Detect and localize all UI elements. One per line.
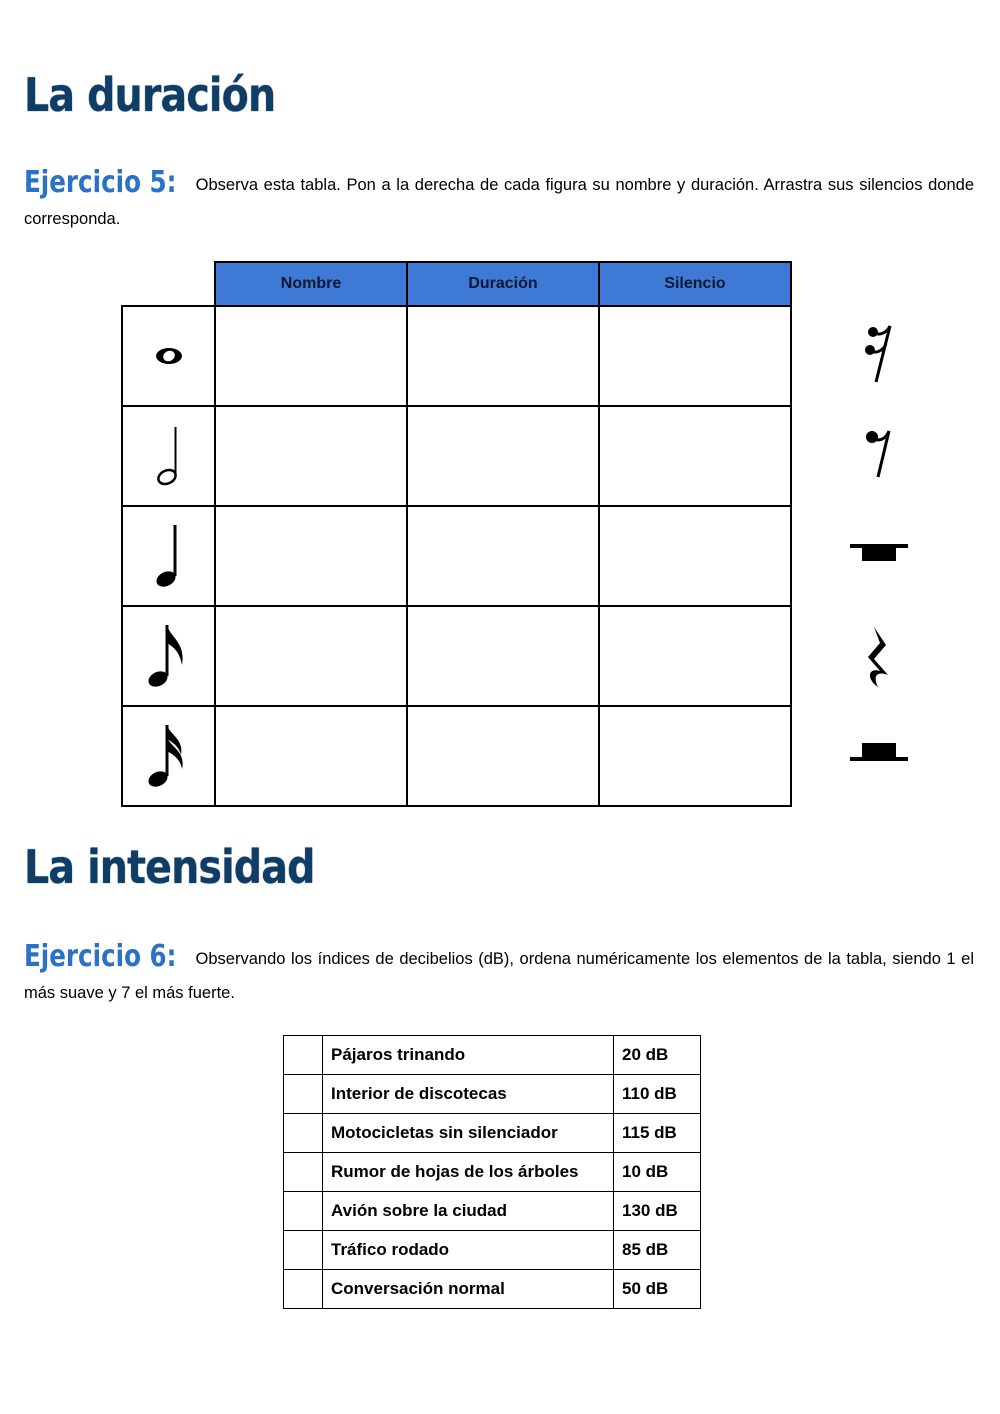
sound-name: Motocicletas sin silenciador [323,1114,614,1153]
order-input-cell[interactable] [284,1231,323,1270]
table-row [122,706,791,806]
decibel-value: 130 dB [614,1192,701,1231]
table-row [284,1036,701,1075]
sixteenth-rest-draggable[interactable] [840,310,920,390]
figure-cell [122,706,215,806]
exercise-5-label: Ejercicio 5: [24,165,177,200]
sound-name: Pájaros trinando [323,1036,614,1075]
duracion-answer-cell[interactable] [407,306,599,406]
decibel-value: 50 dB [614,1270,701,1309]
table-row [122,506,791,606]
order-input-cell[interactable] [284,1036,323,1075]
silencio-drop-cell[interactable] [599,606,791,706]
exercise-5-instructions [24,166,974,236]
decibel-value: 110 dB [614,1075,701,1114]
decibel-table [283,1035,701,1309]
decibel-value: 20 dB [614,1036,701,1075]
table-row [284,1153,701,1192]
quarter-rest-icon [840,615,920,695]
header-silencio: Silencio [599,262,791,306]
sixteenth-rest-icon [840,310,920,390]
table-row [284,1114,701,1153]
exercise-6-instructions [24,940,974,1010]
duracion-answer-cell[interactable] [407,406,599,506]
section-title-duracion: La duración [24,68,276,122]
eighth-rest-icon [840,413,920,493]
duration-table [121,261,792,807]
table-row [122,606,791,706]
silencio-drop-cell[interactable] [599,406,791,506]
quarter-rest-draggable[interactable] [840,615,920,695]
table-row [122,306,791,406]
silencio-drop-cell[interactable] [599,706,791,806]
eighth-rest-draggable[interactable] [840,413,920,493]
duracion-answer-cell[interactable] [407,506,599,606]
whole-rest-draggable[interactable] [840,715,920,795]
table-row [284,1231,701,1270]
header-nombre: Nombre [215,262,407,306]
nombre-answer-cell[interactable] [215,306,407,406]
section-title-intensidad: La intensidad [24,840,315,894]
sound-name: Interior de discotecas [323,1075,614,1114]
half-note-icon [149,421,189,491]
silencio-drop-cell[interactable] [599,306,791,406]
silencio-drop-cell[interactable] [599,506,791,606]
order-input-cell[interactable] [284,1153,323,1192]
table-row [284,1192,701,1231]
half-rest-draggable[interactable] [840,510,920,590]
whole-rest-icon [840,715,920,795]
whole-note-icon [149,336,189,376]
exercise-5-text: Observa esta tabla. Pon a la derecha de cada figura su nombre y duración. Arrastra sus silencios donde corresponda. [24,176,974,228]
nombre-answer-cell[interactable] [215,406,407,506]
figure-cell [122,606,215,706]
nombre-answer-cell[interactable] [215,606,407,706]
decibel-value: 10 dB [614,1153,701,1192]
table-row [284,1270,701,1309]
table-row [284,1075,701,1114]
nombre-answer-cell[interactable] [215,706,407,806]
table-row [122,406,791,506]
sound-name: Rumor de hojas de los árboles [323,1153,614,1192]
quarter-note-icon [149,521,189,591]
exercise-6-label: Ejercicio 6: [24,939,177,974]
sound-name: Avión sobre la ciudad [323,1192,614,1231]
duracion-answer-cell[interactable] [407,706,599,806]
order-input-cell[interactable] [284,1270,323,1309]
nombre-answer-cell[interactable] [215,506,407,606]
sixteenth-note-icon [144,721,194,791]
figure-cell [122,306,215,406]
order-input-cell[interactable] [284,1075,323,1114]
sound-name: Conversación normal [323,1270,614,1309]
header-duracion: Duración [407,262,599,306]
order-input-cell[interactable] [284,1192,323,1231]
figure-cell [122,406,215,506]
eighth-note-icon [144,621,194,691]
duracion-answer-cell[interactable] [407,606,599,706]
exercise-6-text: Observando los índices de decibelios (dB), ordena numéricamente los elementos de la tabla, siendo 1 el más suave y 7 el más fuerte. [24,950,974,1002]
header-blank [122,262,215,306]
decibel-value: 85 dB [614,1231,701,1270]
order-input-cell[interactable] [284,1114,323,1153]
sound-name: Tráfico rodado [323,1231,614,1270]
figure-cell [122,506,215,606]
half-rest-icon [840,510,920,590]
decibel-value: 115 dB [614,1114,701,1153]
